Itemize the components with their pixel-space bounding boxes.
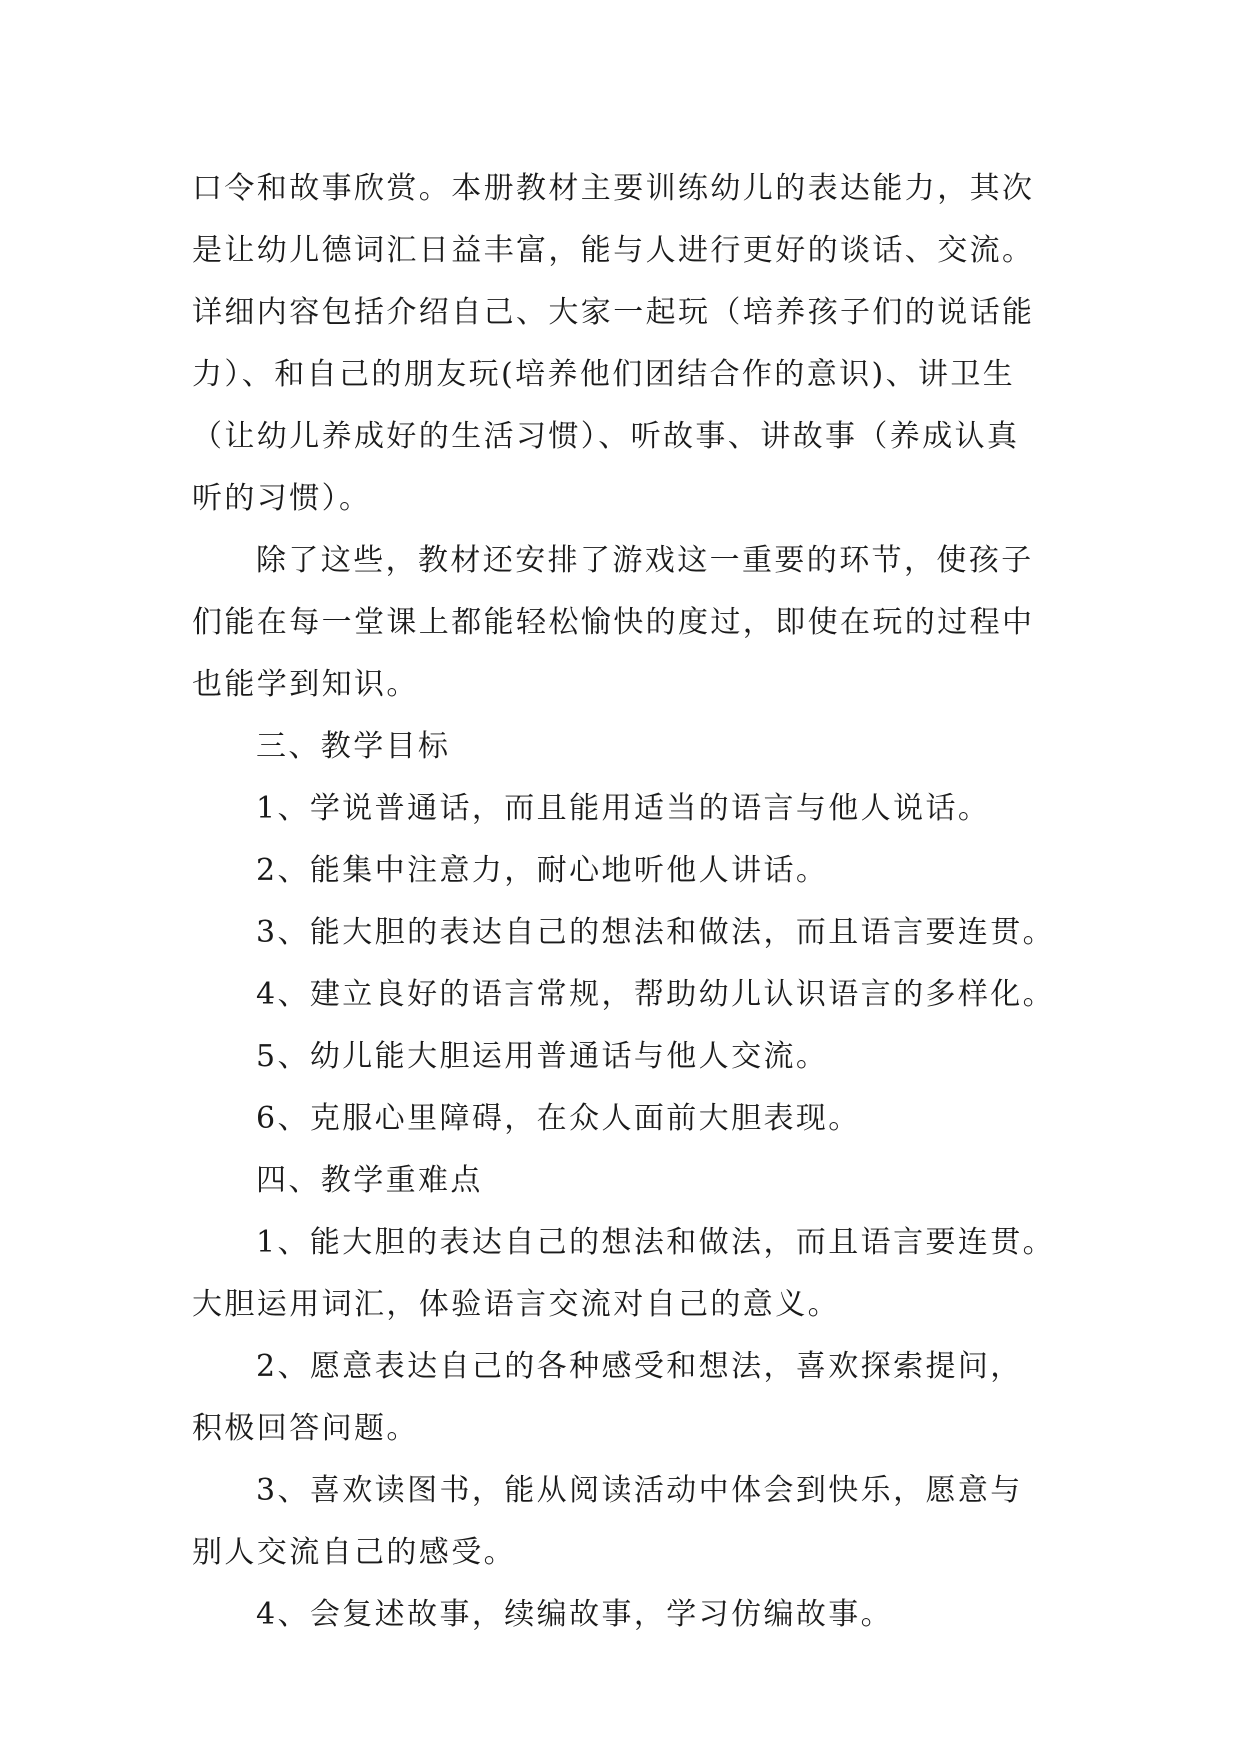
key-point-item: 3、喜欢读图书，能从阅读活动中体会到快乐，愿意与 (256, 1473, 1023, 1508)
section-heading: 四、教学重难点 (256, 1163, 483, 1198)
key-point-item: 2、愿意表达自己的各种感受和想法，喜欢探索提问， (256, 1349, 1023, 1384)
document-body (192, 158, 1072, 1646)
text-line: 别人交流自己的感受。 (192, 1535, 516, 1570)
goal-item: 3、能大胆的表达自己的想法和做法，而且语言要连贯。 (256, 915, 1056, 950)
section-heading: 三、教学目标 (256, 729, 451, 764)
goal-item: 2、能集中注意力，耐心地听他人讲话。 (256, 853, 829, 888)
text-line: 力）、和自己的朋友玩(培养他们团结合作的意识)、讲卫生 (192, 357, 1016, 392)
text-line: 积极回答问题。 (192, 1411, 419, 1446)
text-line: 听的习惯）。 (192, 481, 372, 516)
goal-item: 6、克服心里障碍，在众人面前大胆表现。 (256, 1101, 861, 1136)
text-line: 是让幼儿德词汇日益丰富，能与人进行更好的谈话、交流。 (192, 233, 1035, 268)
goal-item: 5、幼儿能大胆运用普通话与他人交流。 (256, 1039, 829, 1074)
key-point-item: 1、能大胆的表达自己的想法和做法，而且语言要连贯。 (256, 1225, 1056, 1260)
text-line: 大胆运用词汇，体验语言交流对自己的意义。 (192, 1287, 840, 1322)
text-line: 口令和故事欣赏。本册教材主要训练幼儿的表达能力，其次 (192, 171, 1035, 206)
text-line: 详细内容包括介绍自己、大家一起玩（培养孩子们的说话能 (192, 295, 1035, 330)
text-line: 们能在每一堂课上都能轻松愉快的度过，即使在玩的过程中 (192, 605, 1035, 640)
paragraph-start-line: 除了这些，教材还安排了游戏这一重要的环节，使孩子 (256, 543, 1034, 578)
text-line: 也能学到知识。 (192, 667, 419, 702)
goal-item: 4、建立良好的语言常规，帮助幼儿认识语言的多样化。 (256, 977, 1056, 1012)
goal-item: 1、学说普通话，而且能用适当的语言与他人说话。 (256, 791, 991, 826)
key-point-item: 4、会复述故事，续编故事，学习仿编故事。 (256, 1597, 894, 1632)
text-line: （让幼儿养成好的生活习惯）、听故事、讲故事（养成认真 (192, 419, 1020, 454)
